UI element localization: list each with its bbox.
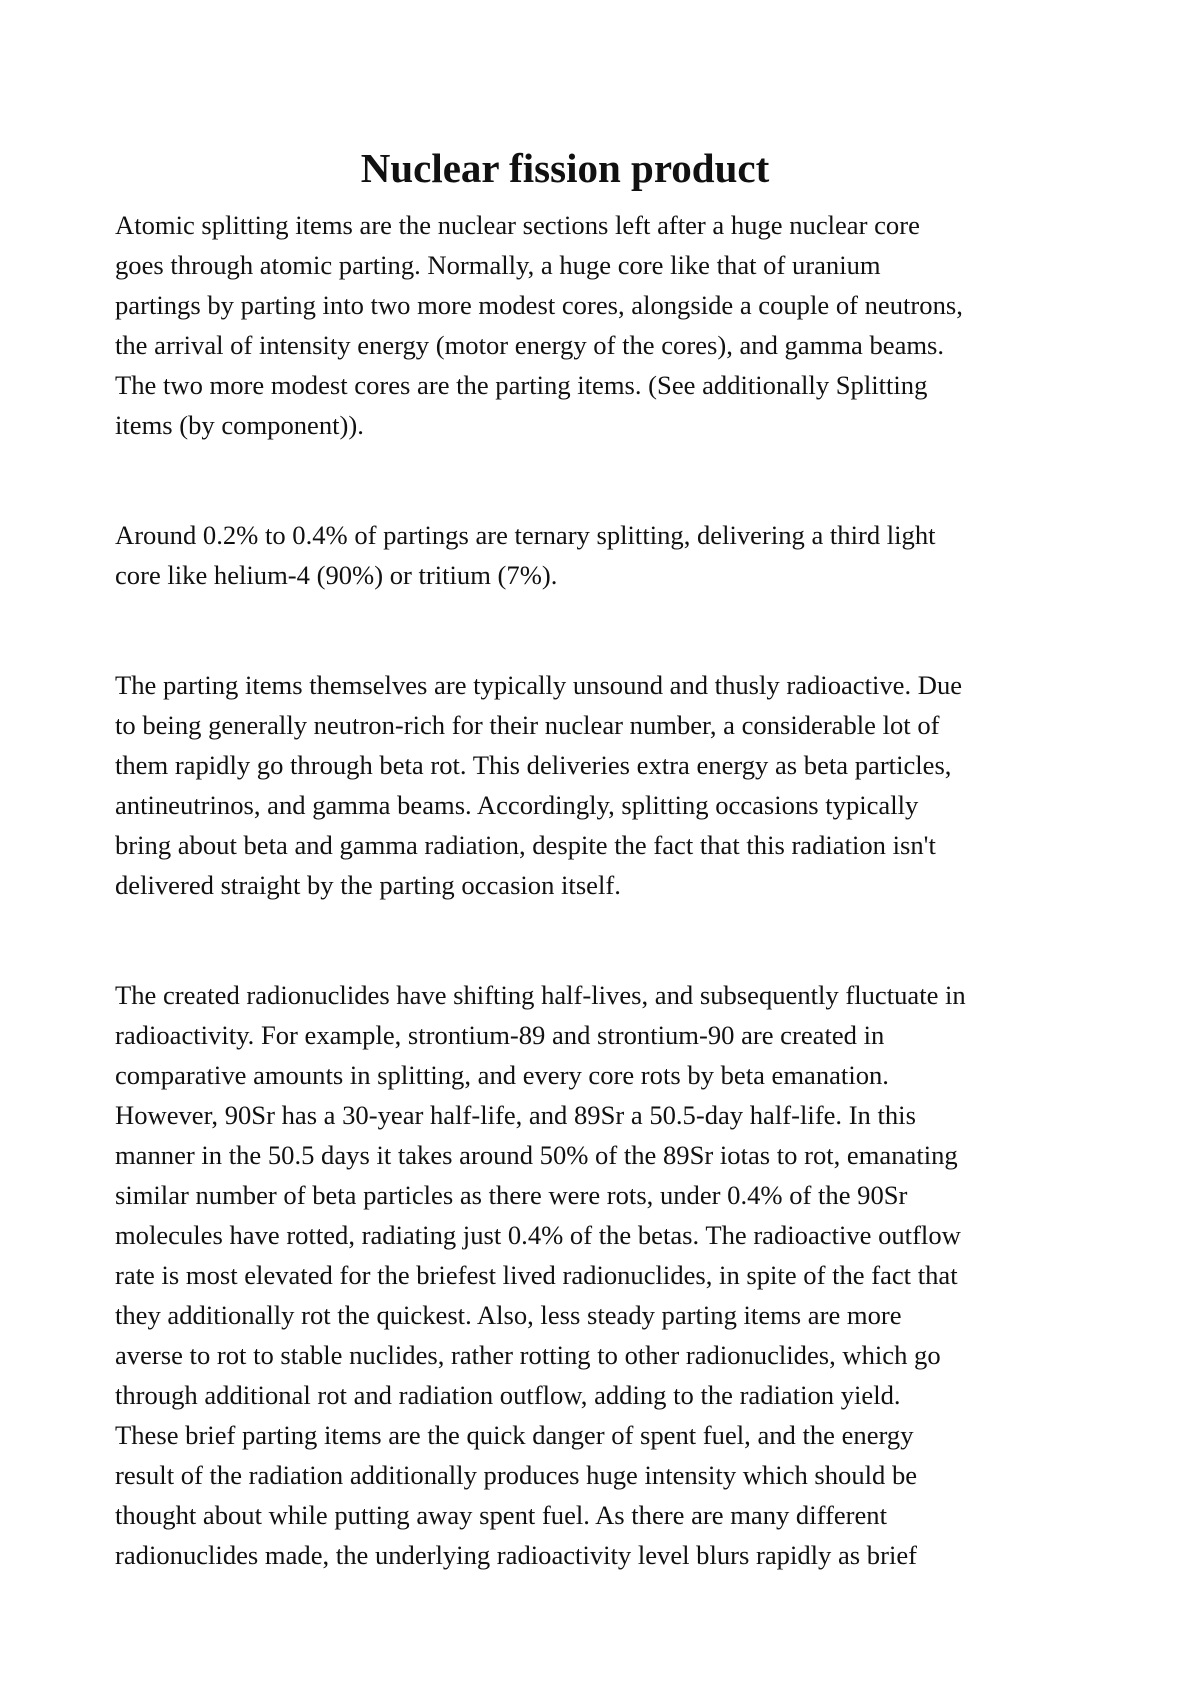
paragraph-line: manner in the 50.5 days it takes around 50% of the 89Sr iotas to rot, emanating — [115, 1140, 958, 1170]
paragraph-line: averse to rot to stable nuclides, rather rotting to other radionuclides, which go — [115, 1340, 941, 1370]
paragraph-line: items (by component)). — [115, 410, 364, 440]
paragraph-line: The two more modest cores are the parting items. (See additionally Splitting — [115, 370, 928, 400]
paragraph-line: thought about while putting away spent fuel. As there are many different — [115, 1500, 887, 1530]
paragraph-line: the arrival of intensity energy (motor energy of the cores), and gamma beams. — [115, 330, 945, 360]
paragraph-line: radionuclides made, the underlying radioactivity level blurs rapidly as brief — [115, 1540, 917, 1570]
paragraph-line: core like helium-4 (90%) or tritium (7%). — [115, 560, 558, 590]
paragraph-1 — [115, 205, 1105, 445]
paragraph-spacer — [115, 905, 1105, 975]
paragraph-line: them rapidly go through beta rot. This deliveries extra energy as beta particles, — [115, 750, 952, 780]
paragraph-4 — [115, 975, 1105, 1575]
paragraph-line: partings by parting into two more modest cores, alongside a couple of neutrons, — [115, 290, 963, 320]
paragraph-line: Atomic splitting items are the nuclear sections left after a huge nuclear core — [115, 210, 920, 240]
paragraph-line: rate is most elevated for the briefest lived radionuclides, in spite of the fact that — [115, 1260, 958, 1290]
paragraph-line: The parting items themselves are typically unsound and thusly radioactive. Due — [115, 670, 963, 700]
paragraph-line: These brief parting items are the quick danger of spent fuel, and the energy — [115, 1420, 914, 1450]
paragraph-line: through additional rot and radiation outflow, adding to the radiation yield. — [115, 1380, 901, 1410]
paragraph-spacer — [115, 445, 1105, 515]
paragraph-line: radioactivity. For example, strontium-89 and strontium-90 are created in — [115, 1020, 885, 1050]
paragraph-line: delivered straight by the parting occasion itself. — [115, 870, 621, 900]
paragraph-line: they additionally rot the quickest. Also, less steady parting items are more — [115, 1300, 902, 1330]
paragraph-line: The created radionuclides have shifting half-lives, and subsequently fluctuate in — [115, 980, 966, 1010]
paragraph-line: antineutrinos, and gamma beams. Accordingly, splitting occasions typically — [115, 790, 919, 820]
paragraph-3 — [115, 665, 1105, 905]
paragraph-line: Around 0.2% to 0.4% of partings are ternary splitting, delivering a third light — [115, 520, 936, 550]
paragraph-line: goes through atomic parting. Normally, a huge core like that of uranium — [115, 250, 881, 280]
paragraph-line: similar number of beta particles as there were rots, under 0.4% of the 90Sr — [115, 1180, 908, 1210]
paragraph-2 — [115, 515, 1105, 595]
paragraph-line: However, 90Sr has a 30-year half-life, and 89Sr a 50.5-day half-life. In this — [115, 1100, 916, 1130]
paragraph-line: molecules have rotted, radiating just 0.4% of the betas. The radioactive outflow — [115, 1220, 961, 1250]
paragraph-line: bring about beta and gamma radiation, despite the fact that this radiation isn't — [115, 830, 936, 860]
document-title: Nuclear fission product — [360, 145, 770, 191]
paragraph-line: result of the radiation additionally produces huge intensity which should be — [115, 1460, 918, 1490]
paragraph-spacer — [115, 595, 1105, 665]
paragraph-line: to being generally neutron-rich for their nuclear number, a considerable lot of — [115, 710, 940, 740]
document-body — [115, 205, 1105, 1575]
paragraph-line: comparative amounts in splitting, and every core rots by beta emanation. — [115, 1060, 889, 1090]
